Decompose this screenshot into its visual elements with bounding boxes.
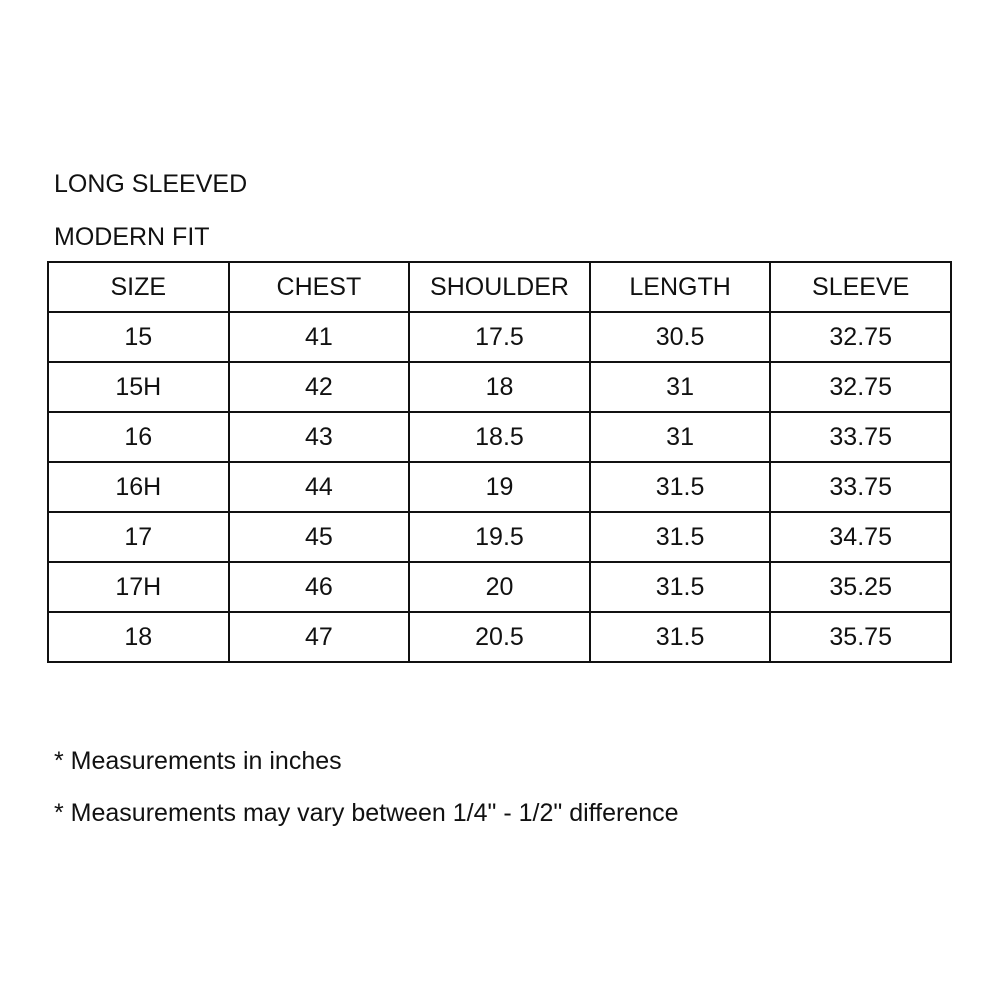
cell-chest: 43 [229,412,410,462]
column-header-shoulder: SHOULDER [409,262,590,312]
size-chart-table [47,261,952,663]
cell-shoulder: 20 [409,562,590,612]
column-header-sleeve: SLEEVE [770,262,951,312]
cell-shoulder: 18 [409,362,590,412]
cell-sleeve: 33.75 [770,462,951,512]
cell-chest: 42 [229,362,410,412]
cell-chest: 44 [229,462,410,512]
measurement-variance-note: * Measurements may vary between 1/4" - 1/2" difference [54,799,679,827]
cell-length: 31.5 [590,462,771,512]
cell-size: 18 [48,612,229,662]
cell-size: 16H [48,462,229,512]
table-row [48,562,951,612]
cell-length: 31.5 [590,562,771,612]
sleeve-type-heading: LONG SLEEVED [54,170,248,198]
cell-length: 31 [590,362,771,412]
table-row [48,462,951,512]
cell-size: 15 [48,312,229,362]
cell-size: 16 [48,412,229,462]
cell-size: 15H [48,362,229,412]
measurement-units-note: * Measurements in inches [54,747,342,775]
column-header-length: LENGTH [590,262,771,312]
table-row [48,312,951,362]
cell-sleeve: 32.75 [770,312,951,362]
table-row [48,362,951,412]
column-header-chest: CHEST [229,262,410,312]
table-row [48,612,951,662]
cell-sleeve: 33.75 [770,412,951,462]
cell-length: 31 [590,412,771,462]
cell-sleeve: 32.75 [770,362,951,412]
fit-type-heading: MODERN FIT [54,223,210,251]
table-row [48,412,951,462]
cell-shoulder: 19.5 [409,512,590,562]
cell-size: 17H [48,562,229,612]
cell-sleeve: 34.75 [770,512,951,562]
cell-shoulder: 19 [409,462,590,512]
cell-shoulder: 20.5 [409,612,590,662]
cell-shoulder: 18.5 [409,412,590,462]
column-header-size: SIZE [48,262,229,312]
cell-length: 30.5 [590,312,771,362]
cell-chest: 41 [229,312,410,362]
cell-size: 17 [48,512,229,562]
cell-chest: 46 [229,562,410,612]
cell-length: 31.5 [590,612,771,662]
cell-chest: 45 [229,512,410,562]
cell-sleeve: 35.25 [770,562,951,612]
cell-chest: 47 [229,612,410,662]
table-header-row [48,262,951,312]
cell-sleeve: 35.75 [770,612,951,662]
cell-shoulder: 17.5 [409,312,590,362]
table-row [48,512,951,562]
cell-length: 31.5 [590,512,771,562]
